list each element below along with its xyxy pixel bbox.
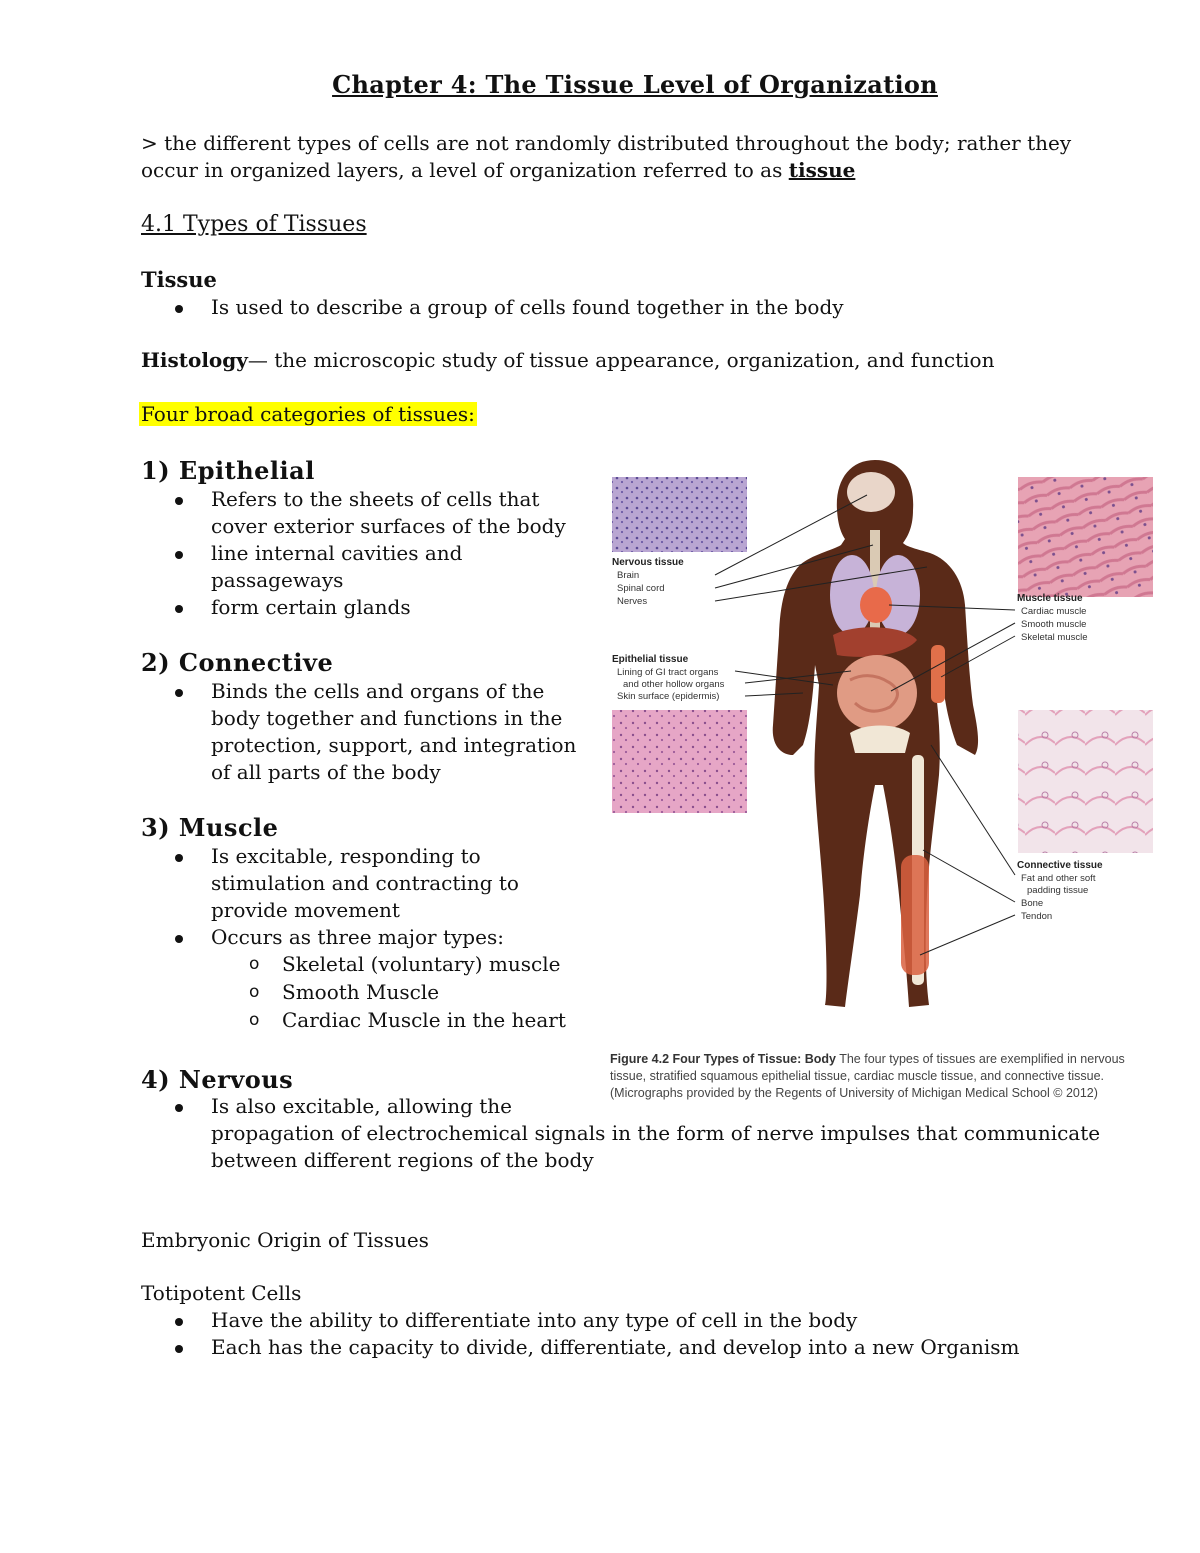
- nervous-tissue-label: Nervous tissue: [612, 557, 684, 568]
- nervous-micrograph: [612, 477, 747, 552]
- nervous-heading: 4) Nervous: [141, 1065, 294, 1094]
- connective-item-bone: Bone: [1021, 898, 1044, 909]
- list-item: Is excitable, responding to stimulation and contracting to provide movement: [141, 843, 561, 924]
- epithelial-item-skin: Skin surface (epidermis): [617, 691, 720, 702]
- list-item: o Cardiac Muscle in the heart: [141, 1006, 601, 1034]
- nervous-bullets: [141, 1093, 1141, 1174]
- connective-item-tendon: Tendon: [1021, 911, 1053, 922]
- list-item: [141, 1093, 1141, 1174]
- tissue-term: tissue: [788, 158, 856, 182]
- connective-item-padding: padding tissue: [1027, 885, 1089, 896]
- totipotent-heading: Totipotent Cells: [141, 1281, 302, 1305]
- intro-line-2-text: occur in organized layers, a level of organization referred to as: [141, 158, 789, 182]
- intro-paragraph: [141, 130, 1141, 184]
- connective-tissue-label: Connective tissue: [1017, 860, 1103, 871]
- section-heading-4-1: 4.1 Types of Tissues: [141, 212, 367, 237]
- page-title: Chapter 4: The Tissue Level of Organization: [332, 70, 938, 99]
- epithelial-tissue-label: Epithelial tissue: [612, 654, 689, 665]
- muscle-micrograph: [1018, 477, 1153, 597]
- epithelial-heading: 1) Epithelial: [141, 456, 315, 485]
- embryonic-heading: Embryonic Origin of Tissues: [141, 1228, 429, 1252]
- nervous-bullet-rest: propagation of electrochemical signals in the form of nerve impulses that communicate between different regions of the body: [211, 1121, 1101, 1172]
- tissue-heading: Tissue: [141, 267, 217, 292]
- epithelial-item-lining: Lining of GI tract organs: [617, 667, 719, 678]
- list-item: line internal cavities and passageways: [141, 540, 581, 594]
- caption-text: The four types of tissues are exemplified in nervous tissue, stratified squamous epithelial tissue, cardiac muscle tissue, and connective tissue. (Micrographs provided by the Regents of University of Michigan Medical School © 2012): [610, 1052, 1125, 1100]
- epithelial-item-hollow: and other hollow organs: [623, 679, 725, 690]
- body-silhouette: [773, 460, 978, 1007]
- caption-title: Figure 4.2 Four Types of Tissue: Body: [610, 1052, 836, 1066]
- histology-term: Histology: [141, 348, 248, 372]
- muscle-item-cardiac: Cardiac muscle: [1021, 606, 1087, 617]
- tissue-bullet-list: [141, 294, 1041, 321]
- muscle-item-smooth: Smooth muscle: [1021, 619, 1087, 630]
- list-item: Refers to the sheets of cells that cover exterior surfaces of the body: [141, 486, 581, 540]
- muscle-heading: 3) Muscle: [141, 813, 279, 842]
- list-item: form certain glands: [141, 594, 581, 621]
- muscle-bullets: [141, 843, 561, 951]
- list-item: o Smooth Muscle: [141, 978, 601, 1006]
- list-item: Is used to describe a group of cells found together in the body: [141, 294, 1041, 321]
- muscle-types-list: [141, 950, 601, 1034]
- histology-text: — the microscopic study of tissue appearance, organization, and function: [247, 348, 995, 372]
- highlighted-text: Four broad categories of tissues:: [141, 402, 475, 426]
- nervous-item-spinal-cord: Spinal cord: [617, 583, 665, 594]
- nervous-item-brain: Brain: [617, 570, 640, 581]
- connective-item-fat: Fat and other soft: [1021, 873, 1096, 884]
- figure-caption: [610, 1051, 1160, 1102]
- tissue-figure: [605, 455, 1155, 1020]
- list-item: Occurs as three major types:: [141, 924, 561, 951]
- connective-heading: 2) Connective: [141, 648, 334, 677]
- epithelial-bullets: [141, 486, 581, 621]
- muscle-item-skeletal: Skeletal muscle: [1021, 632, 1088, 643]
- list-item: Binds the cells and organs of the body together and functions in the protection, support, and integration of all parts of the body: [141, 678, 581, 786]
- epithelial-micrograph: [612, 710, 747, 813]
- list-item: o Skeletal (voluntary) muscle: [141, 950, 601, 978]
- list-item: Each has the capacity to divide, differentiate, and develop into a new Organism: [141, 1334, 1141, 1361]
- totipotent-bullets: [141, 1307, 1141, 1361]
- categories-heading: [139, 401, 477, 428]
- intro-line-1: > the different types of cells are not randomly distributed throughout the body; rather they: [141, 131, 1072, 155]
- nervous-item-nerves: Nerves: [617, 596, 648, 607]
- nervous-bullet-line-1: Is also excitable, allowing the: [211, 1094, 512, 1118]
- connective-bullets: [141, 678, 581, 786]
- muscle-tissue-label: Muscle tissue: [1017, 593, 1083, 604]
- list-item: Have the ability to differentiate into any type of cell in the body: [141, 1307, 1141, 1334]
- body-illustration: [605, 455, 1155, 1020]
- connective-micrograph: [1018, 710, 1153, 853]
- histology-definition: [141, 347, 1141, 374]
- intro-line-2: [141, 157, 1141, 184]
